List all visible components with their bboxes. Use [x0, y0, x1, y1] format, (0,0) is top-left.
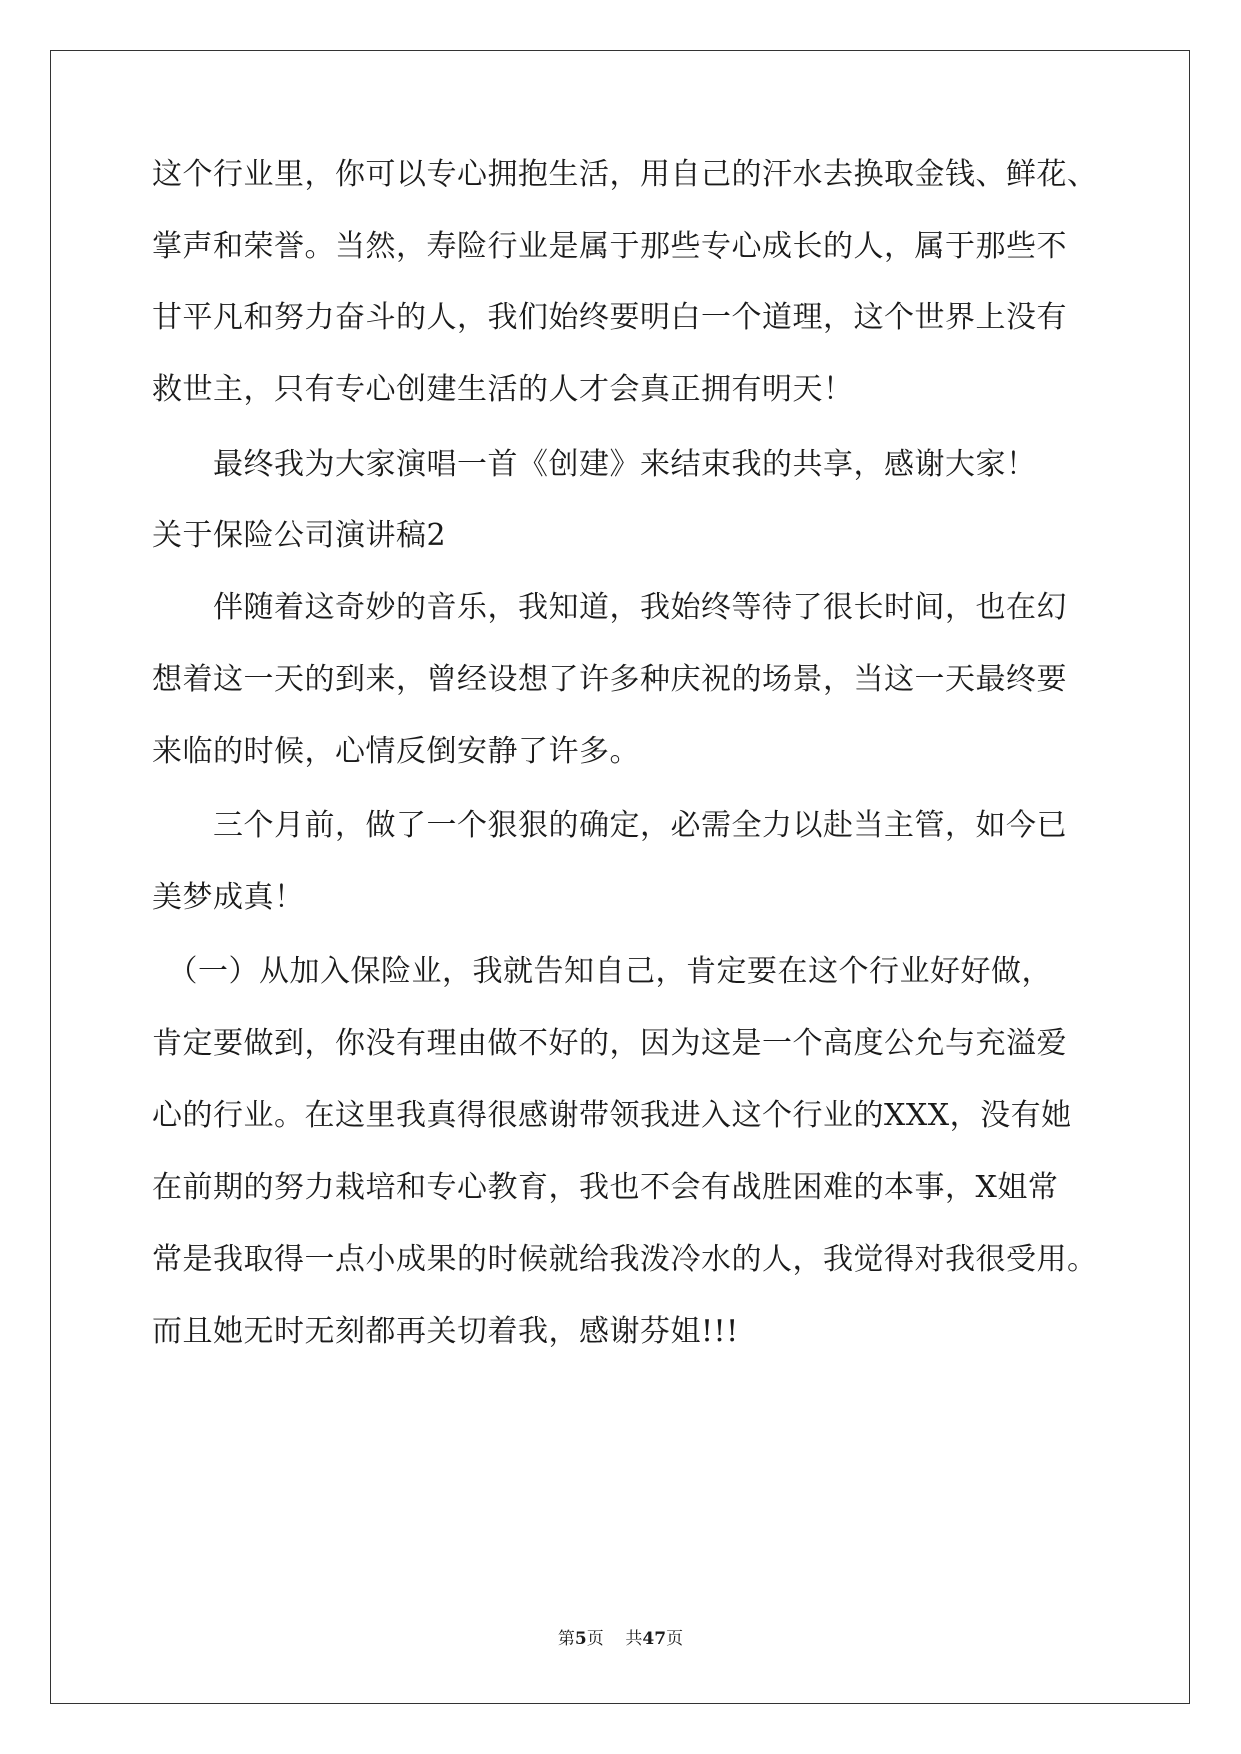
text-line: 最终我为大家演唱一首《创建》来结束我的共享，感谢大家！: [152, 447, 1037, 482]
text-line: 救世主，只有专心创建生活的人才会真正拥有明天！: [152, 372, 854, 407]
text-line: 心的行业。在这里我真得很感谢带领我进入这个行业的XXX，没有她: [152, 1098, 1072, 1133]
text-line: 来临的时候，心情反倒安静了许多。: [152, 734, 640, 769]
total-suffix: 页: [666, 1629, 684, 1649]
text-line: 而且她无时无刻都再关切着我，感谢芬姐!!!: [152, 1314, 739, 1349]
text-line: 想着这一天的到来，曾经设想了许多种庆祝的场景，当这一天最终要: [152, 662, 1067, 697]
text-line: 在前期的努力栽培和专心教育，我也不会有战胜困难的本事，X姐常: [152, 1170, 1059, 1205]
total-prefix: 共: [625, 1629, 643, 1649]
text-line: 掌声和荣誉。当然，寿险行业是属于那些专心成长的人，属于那些不: [152, 229, 1067, 264]
page-number: 5: [574, 1629, 587, 1649]
section-heading: 关于保险公司演讲稿2: [152, 518, 447, 553]
page-footer: [0, 1629, 1241, 1649]
page-border: [50, 50, 1190, 1704]
text-line: 伴随着这奇妙的音乐，我知道，我始终等待了很长时间，也在幻: [152, 590, 1067, 625]
text-line: 三个月前，做了一个狠狠的确定，必需全力以赴当主管，如今已: [152, 808, 1067, 843]
page-prefix: 第: [557, 1629, 575, 1649]
text-line: 肯定要做到，你没有理由做不好的，因为这是一个高度公允与充溢爱: [152, 1026, 1067, 1061]
text-line: 美梦成真！: [152, 880, 305, 915]
text-line: 这个行业里，你可以专心拥抱生活，用自己的汗水去换取金钱、鲜花、: [152, 157, 1098, 192]
page-suffix: 页: [586, 1629, 604, 1649]
text-line: （一）从加入保险业，我就告知自己，肯定要在这个行业好好做，: [152, 954, 1052, 989]
text-line: 甘平凡和努力奋斗的人，我们始终要明白一个道理，这个世界上没有: [152, 300, 1067, 335]
text-line: 常是我取得一点小成果的时候就给我泼冷水的人，我觉得对我很受用。: [152, 1242, 1098, 1277]
total-pages: 47: [642, 1629, 667, 1649]
